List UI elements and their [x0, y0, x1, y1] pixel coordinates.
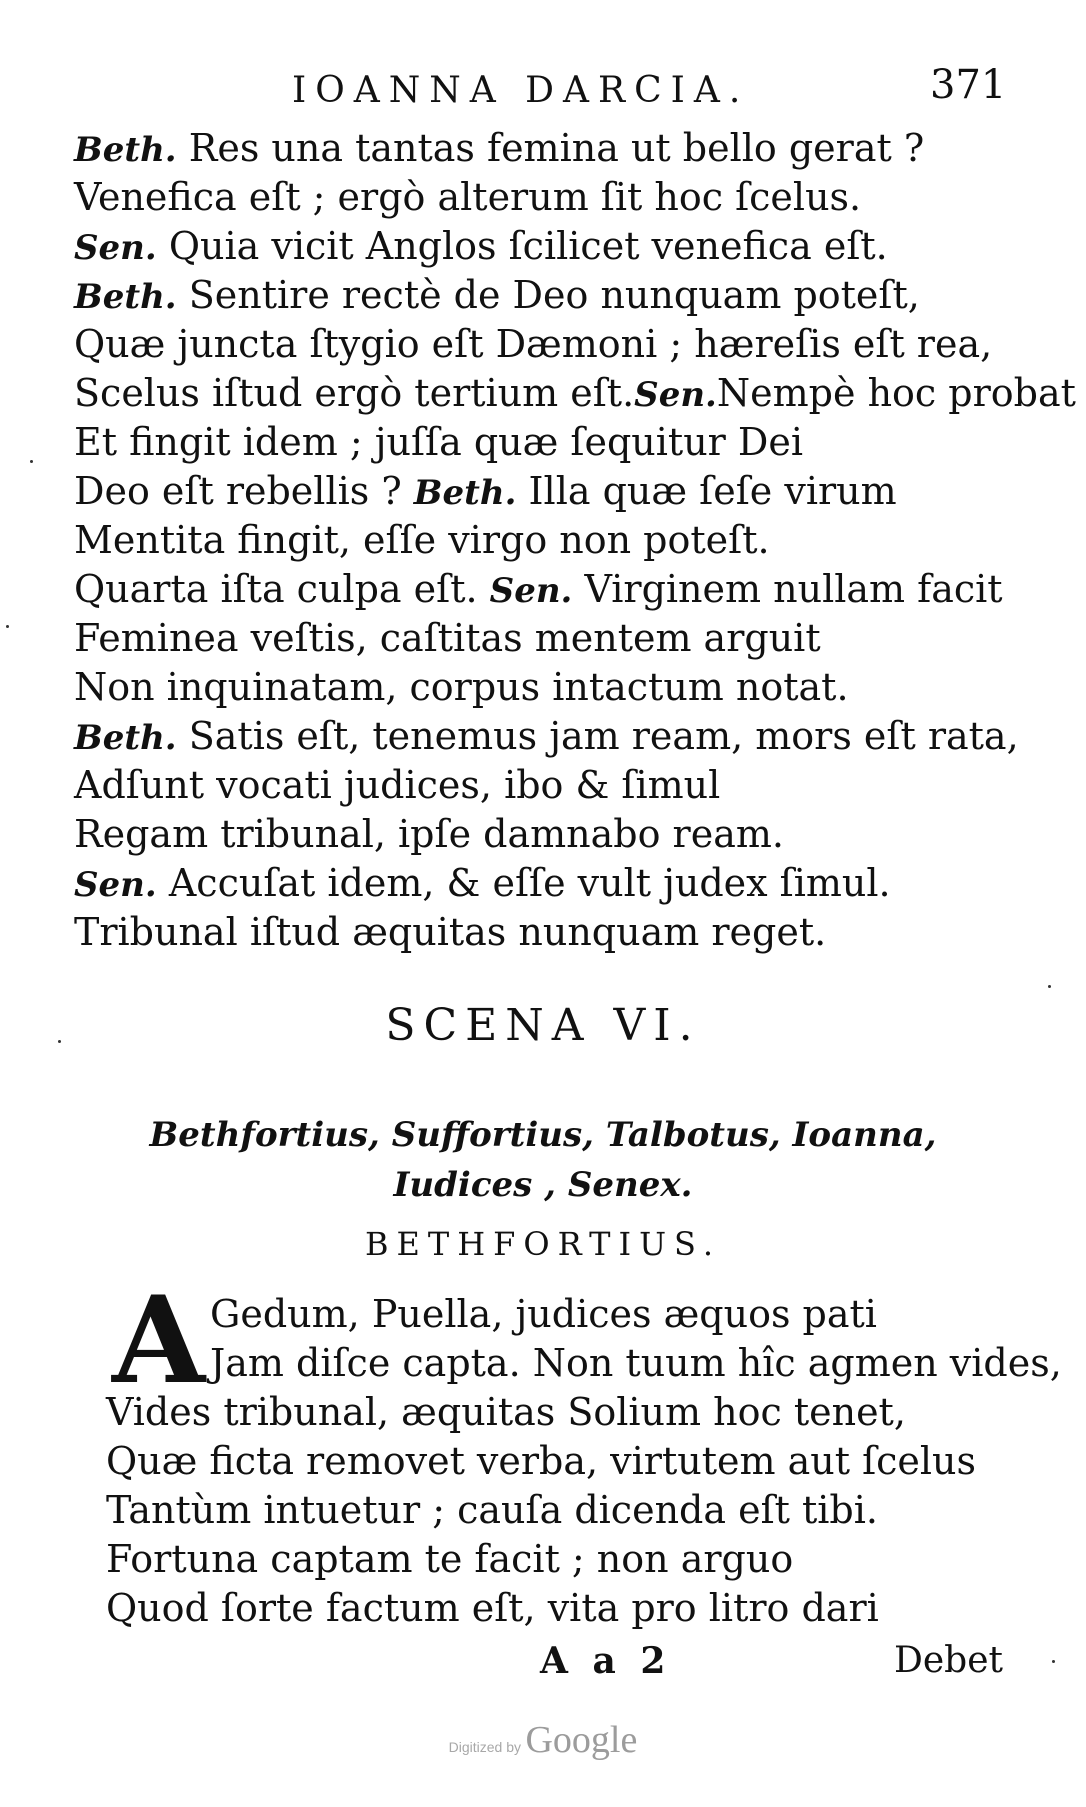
speaker-label: Beth.: [74, 277, 177, 317]
print-speck: [30, 460, 33, 463]
verse-text: Tribunal iſtud æquitas nunquam reget.: [74, 910, 827, 954]
verse-text: Adſunt vocati judices, ibo & ſimul: [74, 763, 721, 807]
verse-text: Nempè hoc probat: [716, 371, 1076, 415]
verse-line: [74, 663, 1076, 712]
verse-line: [74, 418, 1076, 467]
print-speck: [1052, 1660, 1055, 1663]
verse-line: [74, 222, 1076, 271]
verse-text: Regam tribunal, ipſe damnabo ream.: [74, 812, 784, 856]
drop-cap: A: [112, 1270, 206, 1411]
verse-text: Scelus iſtud ergò tertium eſt.: [74, 371, 635, 415]
verse-text: Accuſat idem, & eſſe vult judex ſimul.: [168, 861, 891, 905]
verse-line: Gedum, Puella, judices æquos pati: [210, 1292, 877, 1336]
verse-line: [74, 173, 1076, 222]
verse-text: Satis eſt, tenemus jam ream, mors eſt rata,: [188, 714, 1019, 758]
verse-line: Jam diſce capta. Non tuum hîc agmen vides,: [210, 1341, 1062, 1385]
page-footer: [0, 1640, 1086, 1690]
verse-text: Quarta iſta culpa eſt.: [74, 567, 478, 611]
verse-text: Res una tantas femina ut bello gerat ?: [188, 126, 925, 170]
speaker-heading: BETHFORTIUS.: [365, 1225, 721, 1263]
verse-text: Non inquinatam, corpus intactum notat.: [74, 665, 849, 709]
speaker-label: Sen.: [489, 571, 573, 611]
speaker-label: Beth.: [74, 718, 177, 758]
verse-line: Fortuna captam te facit ; non arguo: [106, 1537, 794, 1581]
scene-heading: SCENA VI.: [385, 1000, 701, 1051]
signature-mark: A a 2: [540, 1640, 672, 1682]
watermark-logo: Google: [525, 1719, 638, 1761]
speaker-label: Sen.: [74, 865, 157, 905]
verse-line: [74, 124, 1076, 173]
speaker-label: Sen.: [634, 375, 717, 415]
verse-text: Mentita fingit, eſſe virgo non poteſt.: [74, 518, 770, 562]
verse-line: [74, 810, 1076, 859]
verse-line: [74, 565, 1076, 614]
verse-line: Vides tribunal, æquitas Solium hoc tenet,: [106, 1390, 906, 1434]
verse-text: Illa quæ ſeſe virum: [528, 469, 897, 513]
speaker-label: Beth.: [74, 130, 177, 170]
verse-line: [74, 369, 1076, 418]
digitization-watermark: [0, 1718, 1086, 1762]
verse-text: Deo eſt rebellis ?: [74, 469, 402, 513]
catchword: Debet: [894, 1640, 1003, 1681]
verse-line: Quæ ficta removet verba, virtutem aut ſcelus: [106, 1439, 977, 1483]
verse-text: Quia vicit Anglos ſcilicet venefica eſt.: [168, 224, 888, 268]
verse-line: Quod ſorte factum eſt, vita pro litro dari: [106, 1586, 879, 1630]
speaker-label: Beth.: [413, 473, 517, 513]
running-title: IOANNA DARCIA.: [292, 70, 750, 111]
cast-list: [0, 1110, 1086, 1210]
verse-line: [74, 516, 1076, 565]
verse-line: [74, 320, 1076, 369]
verse-line: Tantùm intuetur ; cauſa dicenda eſt tibi.: [106, 1488, 878, 1532]
verse-line: [74, 467, 1076, 516]
verse-block-c: [106, 1388, 976, 1633]
verse-block-a: [74, 124, 1076, 957]
verse-block-b: [210, 1290, 1062, 1388]
verse-line: [74, 859, 1076, 908]
verse-line: [74, 614, 1076, 663]
cast-line: Iudices , Senex.: [393, 1165, 693, 1205]
watermark-prefix: Digitized by: [448, 1739, 522, 1755]
page-header: [250, 62, 1010, 122]
verse-line: [74, 712, 1076, 761]
verse-line: [74, 908, 1076, 957]
verse-text: Feminea veſtis, caſtitas mentem arguit: [74, 616, 821, 660]
verse-text: Quæ juncta ſtygio eſt Dæmoni ; hæreſis eſt rea,: [74, 322, 993, 366]
verse-line: [74, 761, 1076, 810]
verse-text: Sentire rectè de Deo nunquam poteſt,: [188, 273, 920, 317]
verse-text: Venefica eſt ; ergò alterum ſit hoc ſcelus.: [74, 175, 862, 219]
page-number: 371: [930, 62, 1007, 108]
verse-line: [74, 271, 1076, 320]
verse-text: Virginem nullam facit: [584, 567, 1003, 611]
verse-text: Et fingit idem ; juſſa quæ ſequitur Dei: [74, 420, 804, 464]
print-speck: [1048, 985, 1051, 988]
print-speck: [6, 625, 9, 628]
cast-line: Bethfortius, Suffortius, Talbotus, Ioanna,: [149, 1115, 937, 1155]
print-speck: [58, 1040, 61, 1043]
speaker-label: Sen.: [74, 228, 157, 268]
